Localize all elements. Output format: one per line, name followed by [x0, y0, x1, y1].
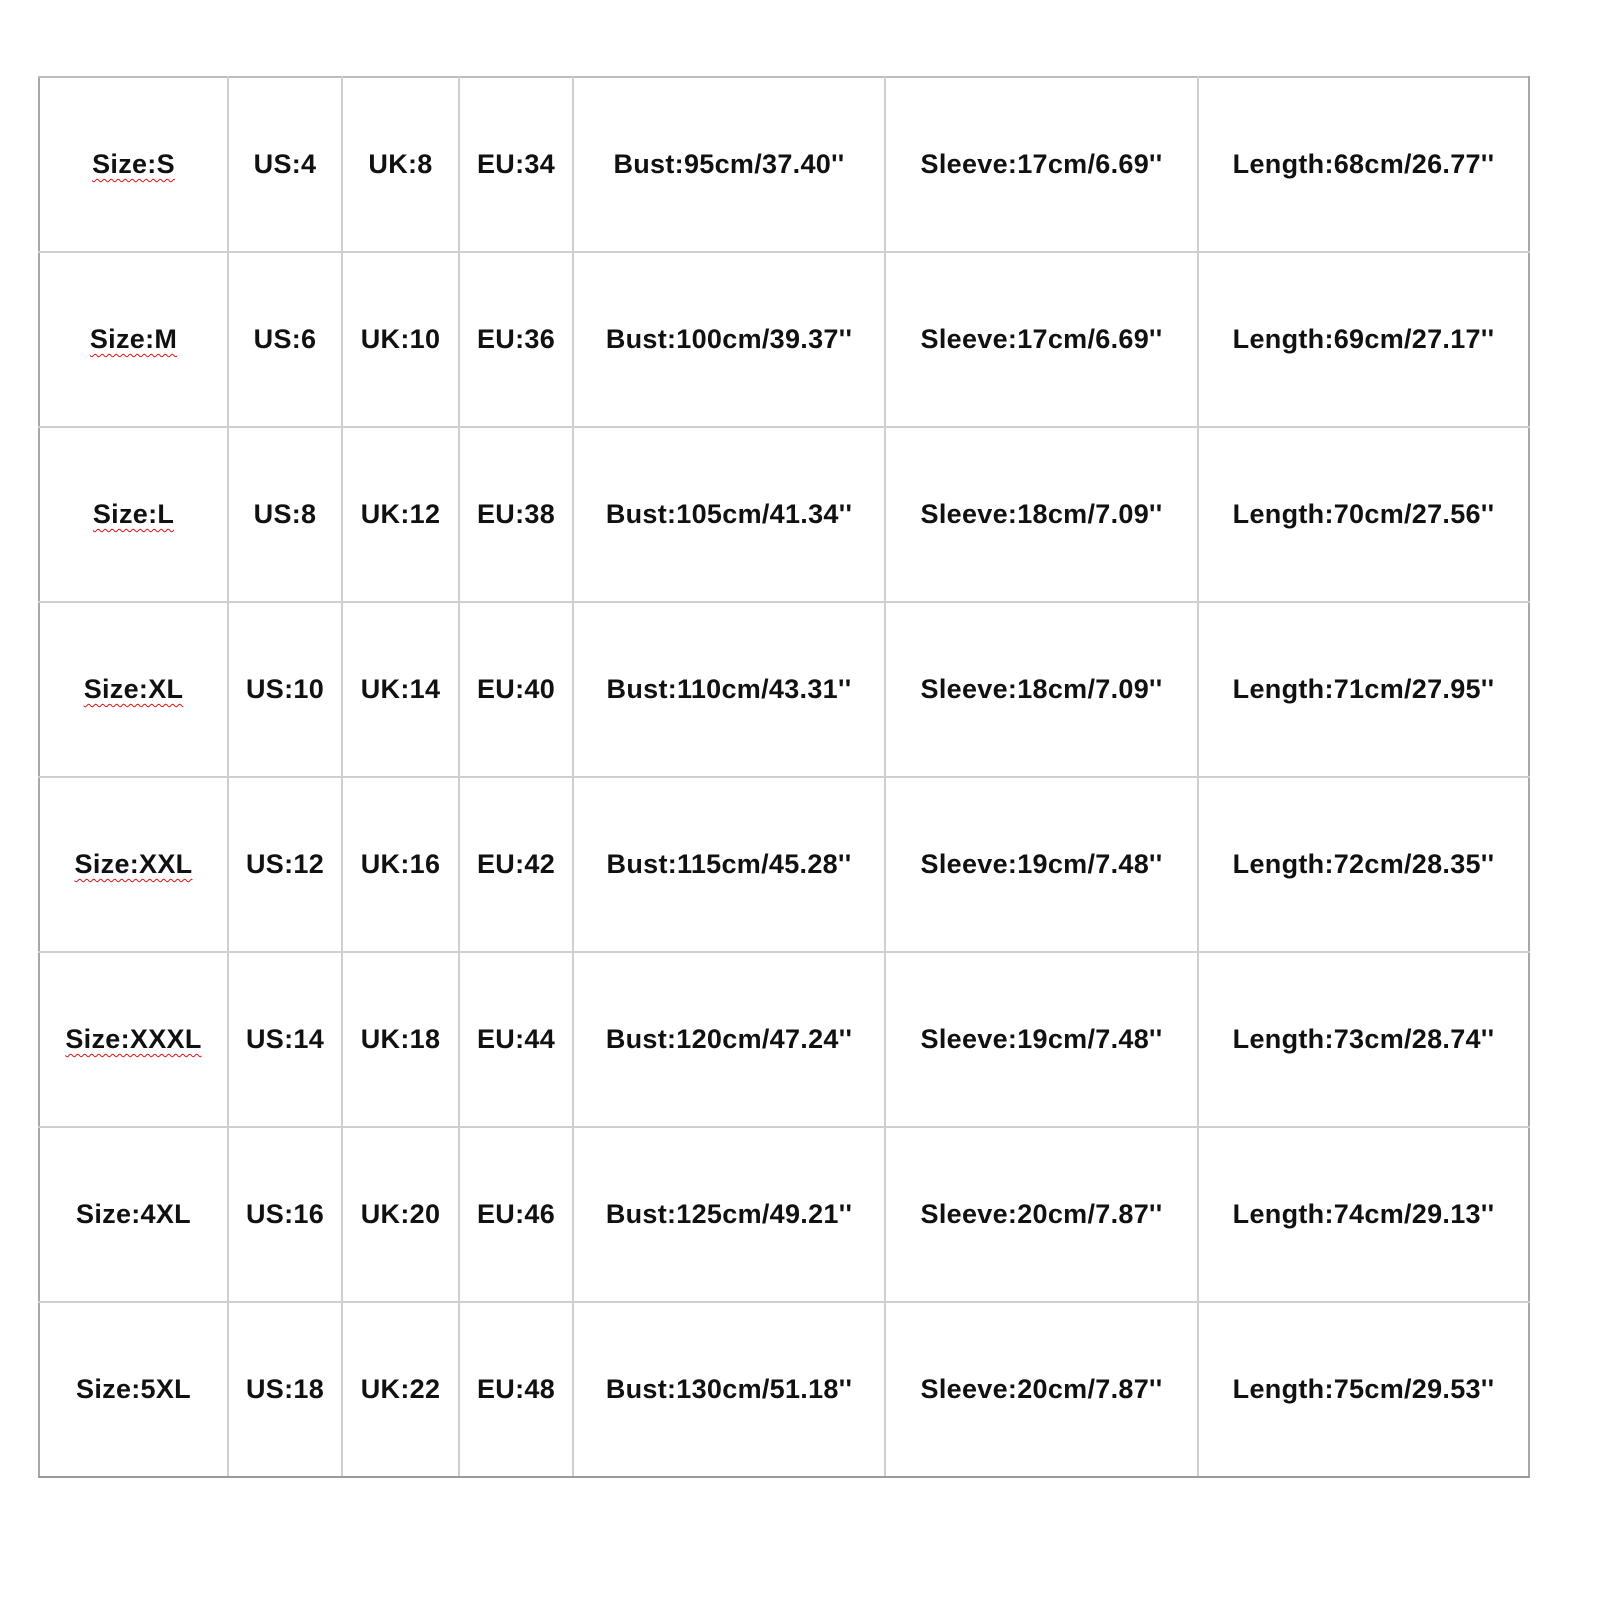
size-cell-text: Size:5XL — [76, 1374, 191, 1404]
sleeve-cell — [885, 1127, 1198, 1302]
length-cell-text: Length:70cm/27.56'' — [1232, 499, 1495, 529]
size-cell-text: Size:XXL — [74, 849, 193, 879]
uk-size-cell — [342, 952, 459, 1127]
sleeve-cell — [885, 602, 1198, 777]
us-size-cell — [228, 77, 342, 252]
size-chart-body — [39, 77, 1529, 1477]
size-cell — [39, 602, 228, 777]
us-size-cell — [228, 602, 342, 777]
uk-size-cell-text: UK:12 — [360, 499, 441, 529]
length-cell-text: Length:75cm/29.53'' — [1232, 1374, 1495, 1404]
size-row — [39, 777, 1529, 952]
eu-size-cell-text: EU:38 — [476, 499, 556, 529]
bust-cell — [573, 1302, 885, 1477]
size-row — [39, 77, 1529, 252]
bust-cell — [573, 952, 885, 1127]
us-size-cell-text: US:10 — [245, 674, 325, 704]
sleeve-cell — [885, 77, 1198, 252]
us-size-cell — [228, 252, 342, 427]
length-cell — [1198, 77, 1529, 252]
bust-cell — [573, 602, 885, 777]
size-cell — [39, 1302, 228, 1477]
sleeve-cell — [885, 952, 1198, 1127]
eu-size-cell — [459, 77, 573, 252]
bust-cell-text: Bust:110cm/43.31'' — [606, 674, 852, 704]
us-size-cell — [228, 777, 342, 952]
size-cell — [39, 77, 228, 252]
uk-size-cell-text: UK:16 — [360, 849, 441, 879]
length-cell — [1198, 777, 1529, 952]
uk-size-cell-text: UK:8 — [368, 149, 433, 179]
us-size-cell — [228, 427, 342, 602]
bust-cell-text: Bust:120cm/47.24'' — [605, 1024, 853, 1054]
size-cell — [39, 952, 228, 1127]
size-cell — [39, 1127, 228, 1302]
length-cell — [1198, 252, 1529, 427]
length-cell — [1198, 1127, 1529, 1302]
length-cell — [1198, 427, 1529, 602]
sleeve-cell-text: Sleeve:18cm/7.09'' — [920, 499, 1163, 529]
uk-size-cell-text: UK:14 — [360, 674, 441, 704]
us-size-cell-text: US:6 — [253, 324, 317, 354]
uk-size-cell — [342, 77, 459, 252]
size-cell-text: Size:L — [92, 499, 175, 529]
length-cell-text: Length:73cm/28.74'' — [1232, 1024, 1495, 1054]
us-size-cell — [228, 1302, 342, 1477]
sleeve-cell — [885, 777, 1198, 952]
bust-cell — [573, 252, 885, 427]
uk-size-cell-text: UK:22 — [360, 1374, 441, 1404]
eu-size-cell — [459, 777, 573, 952]
us-size-cell — [228, 952, 342, 1127]
size-cell — [39, 252, 228, 427]
eu-size-cell — [459, 1302, 573, 1477]
length-cell-text: Length:74cm/29.13'' — [1232, 1199, 1495, 1229]
bust-cell-text: Bust:105cm/41.34'' — [605, 499, 853, 529]
eu-size-cell-text: EU:48 — [476, 1374, 556, 1404]
eu-size-cell — [459, 427, 573, 602]
size-row — [39, 252, 1529, 427]
bust-cell-text: Bust:95cm/37.40'' — [613, 149, 845, 179]
bust-cell — [573, 777, 885, 952]
us-size-cell — [228, 1127, 342, 1302]
us-size-cell-text: US:8 — [253, 499, 317, 529]
size-row — [39, 602, 1529, 777]
length-cell-text: Length:71cm/27.95'' — [1232, 674, 1495, 704]
eu-size-cell-text: EU:42 — [476, 849, 556, 879]
uk-size-cell — [342, 252, 459, 427]
uk-size-cell — [342, 1127, 459, 1302]
us-size-cell-text: US:12 — [245, 849, 325, 879]
us-size-cell-text: US:14 — [245, 1024, 325, 1054]
size-cell-text: Size:S — [92, 149, 175, 179]
us-size-cell-text: US:4 — [253, 149, 317, 179]
uk-size-cell-text: UK:18 — [360, 1024, 441, 1054]
uk-size-cell — [342, 427, 459, 602]
us-size-cell-text: US:16 — [245, 1199, 325, 1229]
size-cell-text: Size:4XL — [76, 1199, 191, 1229]
eu-size-cell — [459, 1127, 573, 1302]
sleeve-cell-text: Sleeve:18cm/7.09'' — [920, 674, 1163, 704]
size-cell-text: Size:XXXL — [65, 1024, 202, 1054]
sleeve-cell — [885, 1302, 1198, 1477]
uk-size-cell-text: UK:10 — [360, 324, 441, 354]
size-cell-text: Size:XL — [83, 674, 184, 704]
bust-cell — [573, 77, 885, 252]
bust-cell — [573, 1127, 885, 1302]
eu-size-cell-text: EU:36 — [476, 324, 556, 354]
eu-size-cell — [459, 252, 573, 427]
eu-size-cell — [459, 952, 573, 1127]
length-cell — [1198, 602, 1529, 777]
size-row — [39, 1302, 1529, 1477]
bust-cell-text: Bust:115cm/45.28'' — [606, 849, 852, 879]
sleeve-cell-text: Sleeve:20cm/7.87'' — [920, 1374, 1163, 1404]
uk-size-cell — [342, 777, 459, 952]
eu-size-cell-text: EU:40 — [476, 674, 556, 704]
length-cell — [1198, 952, 1529, 1127]
sleeve-cell-text: Sleeve:20cm/7.87'' — [920, 1199, 1163, 1229]
sleeve-cell-text: Sleeve:19cm/7.48'' — [920, 849, 1163, 879]
eu-size-cell — [459, 602, 573, 777]
length-cell-text: Length:69cm/27.17'' — [1232, 324, 1495, 354]
uk-size-cell — [342, 602, 459, 777]
sleeve-cell-text: Sleeve:17cm/6.69'' — [920, 324, 1163, 354]
length-cell — [1198, 1302, 1529, 1477]
size-row — [39, 1127, 1529, 1302]
uk-size-cell-text: UK:20 — [360, 1199, 441, 1229]
eu-size-cell-text: EU:34 — [476, 149, 556, 179]
length-cell-text: Length:72cm/28.35'' — [1232, 849, 1495, 879]
length-cell-text: Length:68cm/26.77'' — [1232, 149, 1495, 179]
eu-size-cell-text: EU:44 — [476, 1024, 556, 1054]
size-cell-text: Size:M — [89, 324, 178, 354]
size-cell — [39, 777, 228, 952]
us-size-cell-text: US:18 — [245, 1374, 325, 1404]
bust-cell — [573, 427, 885, 602]
sleeve-cell — [885, 252, 1198, 427]
uk-size-cell — [342, 1302, 459, 1477]
sleeve-cell-text: Sleeve:19cm/7.48'' — [920, 1024, 1163, 1054]
sleeve-cell — [885, 427, 1198, 602]
size-row — [39, 427, 1529, 602]
sleeve-cell-text: Sleeve:17cm/6.69'' — [920, 149, 1163, 179]
bust-cell-text: Bust:125cm/49.21'' — [605, 1199, 853, 1229]
size-row — [39, 952, 1529, 1127]
size-cell — [39, 427, 228, 602]
size-chart-table — [38, 76, 1530, 1478]
bust-cell-text: Bust:100cm/39.37'' — [605, 324, 853, 354]
eu-size-cell-text: EU:46 — [476, 1199, 556, 1229]
bust-cell-text: Bust:130cm/51.18'' — [605, 1374, 853, 1404]
